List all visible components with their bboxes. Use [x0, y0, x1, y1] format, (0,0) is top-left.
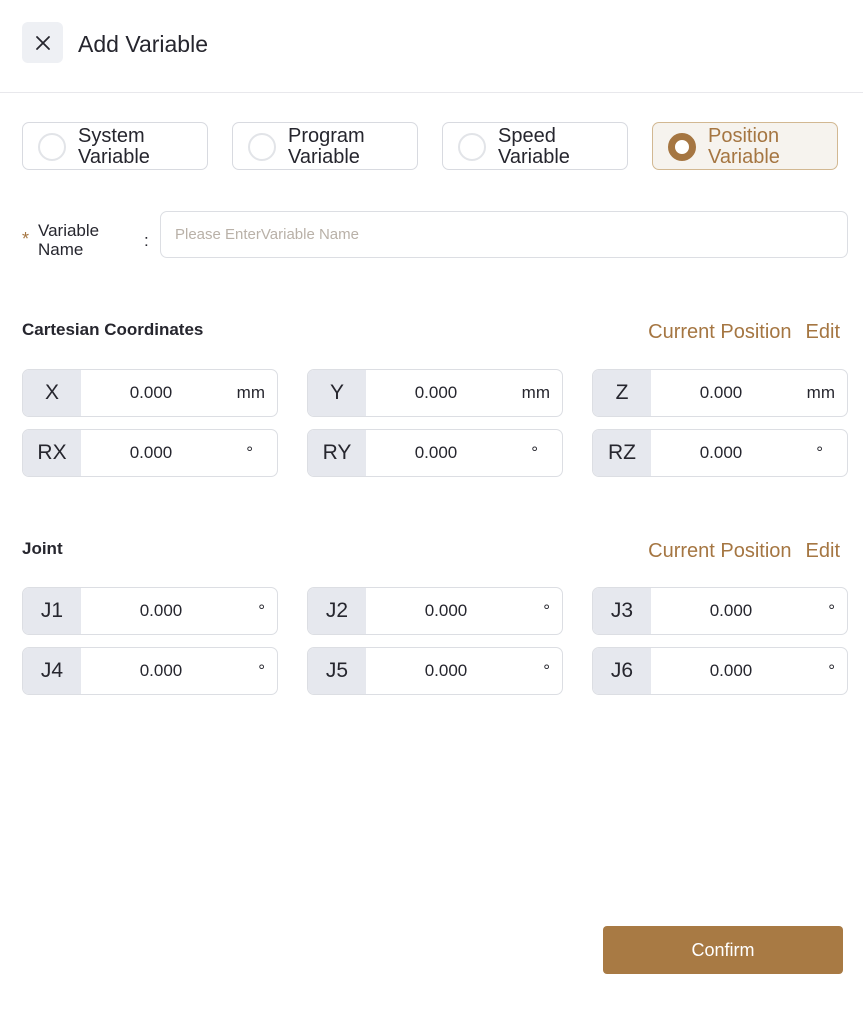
joint-input-j4[interactable] [81, 648, 241, 694]
coord-field-ry [307, 429, 563, 477]
type-option-system[interactable] [22, 122, 208, 170]
unit-label: ° [816, 443, 823, 462]
coord-input-rz[interactable] [651, 430, 791, 476]
joint-input-j6[interactable] [651, 648, 811, 694]
joint-edit-link[interactable]: Edit [805, 540, 840, 562]
unit-label: ° [531, 443, 538, 462]
axis-label: RZ [593, 430, 651, 476]
cartesian-current-position-link[interactable]: Current Position [648, 321, 792, 343]
axis-label: RY [308, 430, 366, 476]
radio-icon[interactable] [248, 133, 276, 161]
coord-field-rx [22, 429, 278, 477]
joint-input-j5[interactable] [366, 648, 526, 694]
unit-label: ° [246, 443, 253, 462]
joint-section-title: Joint [22, 539, 63, 558]
coord-input-z[interactable] [651, 370, 791, 416]
axis-label: Y [308, 370, 366, 416]
axis-label: J4 [23, 648, 81, 694]
radio-icon[interactable] [458, 133, 486, 161]
radio-selected-icon[interactable] [668, 133, 696, 161]
coord-input-ry[interactable] [366, 430, 506, 476]
variable-name-row [22, 211, 848, 259]
joint-field-j6 [592, 647, 848, 695]
unit-label: ° [543, 661, 550, 680]
close-icon [35, 35, 51, 51]
joint-field-j4 [22, 647, 278, 695]
axis-label: J2 [308, 588, 366, 634]
joint-actions [648, 540, 840, 563]
joint-field-j1 [22, 587, 278, 635]
type-option-label: System Variable [78, 125, 150, 168]
type-option-label: Speed Variable [498, 125, 570, 168]
axis-label: Z [593, 370, 651, 416]
unit-label: mm [521, 383, 550, 402]
joint-field-j5 [307, 647, 563, 695]
dialog-title: Add Variable [78, 31, 208, 57]
coord-field-y [307, 369, 563, 417]
axis-label: J5 [308, 648, 366, 694]
variable-name-label: Variable Name [38, 221, 100, 259]
joint-field-j2 [307, 587, 563, 635]
joint-input-j1[interactable] [81, 588, 241, 634]
coord-field-x [22, 369, 278, 417]
unit-label: ° [543, 601, 550, 620]
cartesian-edit-link[interactable]: Edit [805, 321, 840, 343]
joint-input-j2[interactable] [366, 588, 526, 634]
axis-label: RX [23, 430, 81, 476]
label-colon: : [144, 231, 149, 250]
cartesian-section-title: Cartesian Coordinates [22, 320, 204, 339]
unit-label: ° [258, 601, 265, 620]
type-option-label: Position Variable [708, 125, 780, 168]
close-button[interactable] [22, 22, 63, 63]
axis-label: J1 [23, 588, 81, 634]
type-option-speed[interactable] [442, 122, 628, 170]
unit-label: ° [258, 661, 265, 680]
radio-icon[interactable] [38, 133, 66, 161]
required-mark: * [22, 229, 30, 249]
variable-type-selector [22, 122, 838, 170]
dialog-header [0, 0, 863, 93]
unit-label: ° [828, 601, 835, 620]
axis-label: J6 [593, 648, 651, 694]
unit-label: mm [806, 383, 835, 402]
type-option-position[interactable] [652, 122, 838, 170]
unit-label: mm [236, 383, 265, 402]
coord-field-z [592, 369, 848, 417]
axis-label: X [23, 370, 81, 416]
joint-field-j3 [592, 587, 848, 635]
coord-input-x[interactable] [81, 370, 221, 416]
joint-current-position-link[interactable]: Current Position [648, 540, 792, 562]
coord-input-rx[interactable] [81, 430, 221, 476]
axis-label: J3 [593, 588, 651, 634]
confirm-button[interactable]: Confirm [603, 926, 843, 974]
joint-input-j3[interactable] [651, 588, 811, 634]
type-option-label: Program Variable [288, 125, 365, 168]
cartesian-actions [648, 321, 840, 344]
unit-label: ° [828, 661, 835, 680]
coord-field-rz [592, 429, 848, 477]
coord-input-y[interactable] [366, 370, 506, 416]
variable-name-input[interactable] [160, 211, 848, 258]
type-option-program[interactable] [232, 122, 418, 170]
